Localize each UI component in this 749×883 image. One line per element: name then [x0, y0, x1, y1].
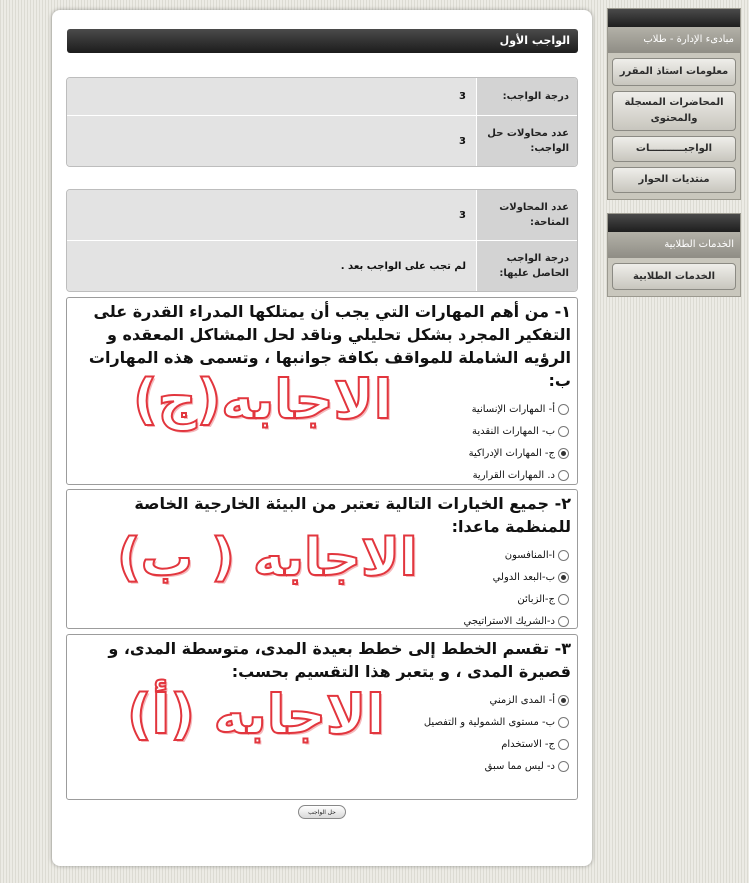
assignment-panel — [52, 10, 592, 866]
radio-icon[interactable] — [558, 739, 569, 750]
sidebar-item-lectures[interactable]: المحاضرات المسجلة والمحتوى — [612, 91, 736, 131]
table-row — [67, 78, 577, 116]
options-list — [67, 398, 577, 486]
info-value: 3 — [67, 116, 476, 166]
option-label: ب-البعد الدولي — [492, 571, 555, 583]
option-label: ج- الاستخدام — [501, 738, 555, 750]
services-menu-header — [608, 214, 740, 232]
radio-icon[interactable] — [558, 426, 569, 437]
option-label: أ- المدى الزمني — [489, 694, 555, 706]
option-c[interactable] — [67, 733, 569, 755]
radio-icon[interactable] — [558, 550, 569, 561]
course-menu-title: مبادىء الإدارة - طلاب — [608, 27, 740, 53]
option-label: ب- المهارات النقدية — [472, 425, 555, 437]
sidebar-item-forums[interactable]: منتديات الحوار — [612, 167, 736, 193]
assignment-info-table — [66, 77, 578, 167]
question-3 — [66, 634, 578, 800]
option-d[interactable] — [67, 610, 569, 632]
page-title: الواجب الأول — [67, 29, 578, 53]
option-label: ج-الزبائن — [517, 593, 555, 605]
option-a[interactable] — [67, 398, 569, 420]
option-label: ج- المهارات الإدراكية — [468, 447, 555, 459]
option-label: أ- المهارات الإنسانية — [471, 403, 555, 415]
option-b[interactable] — [67, 566, 569, 588]
course-menu — [607, 8, 741, 200]
sidebar-item-student-services[interactable]: الخدمات الطلابية — [612, 263, 736, 290]
options-list — [67, 689, 577, 777]
option-label: د- ليس مما سبق — [484, 760, 555, 772]
options-list — [67, 544, 577, 632]
sidebar-item-instructor-info[interactable]: معلومات استاذ المقرر — [612, 58, 736, 86]
table-row — [67, 241, 577, 291]
submit-assignment-button[interactable]: حل الواجب — [298, 805, 346, 819]
radio-selected-icon[interactable] — [558, 448, 569, 459]
option-b[interactable] — [67, 420, 569, 442]
question-2 — [66, 489, 578, 629]
answer-stamp: الاجابه(ج) — [133, 368, 393, 431]
info-value: 3 — [67, 190, 476, 240]
option-label: ا-المنافسون — [504, 549, 555, 561]
option-a[interactable] — [67, 544, 569, 566]
radio-selected-icon[interactable] — [558, 695, 569, 706]
radio-icon[interactable] — [558, 761, 569, 772]
option-a[interactable] — [67, 689, 569, 711]
option-label: د-الشريك الاستراتيجي — [463, 615, 555, 627]
info-label: درجة الواجب: — [477, 78, 577, 115]
option-c[interactable] — [67, 442, 569, 464]
question-text: ٢- جميع الخيارات التالية تعتبر من البيئة الخارجية الخاصة للمنظمة ماعدا: — [134, 494, 571, 536]
radio-icon[interactable] — [558, 470, 569, 481]
table-row — [67, 190, 577, 241]
radio-selected-icon[interactable] — [558, 572, 569, 583]
info-label: درجة الواجب الحاصل عليها: — [477, 241, 577, 291]
option-label: د. المهارات القرارية — [472, 469, 555, 481]
option-c[interactable] — [67, 588, 569, 610]
services-menu-title: الخدمات الطلابية — [608, 232, 740, 258]
option-b[interactable] — [67, 711, 569, 733]
radio-icon[interactable] — [558, 717, 569, 728]
radio-icon[interactable] — [558, 404, 569, 415]
course-menu-header — [608, 9, 740, 27]
sidebar-item-assignments[interactable]: الواجبــــــــــات — [612, 136, 736, 162]
attempts-info-table — [66, 189, 578, 292]
option-d[interactable] — [67, 755, 569, 777]
services-menu — [607, 213, 741, 297]
question-1 — [66, 297, 578, 485]
option-d[interactable] — [67, 464, 569, 486]
info-label: عدد المحاولات المتاحة: — [477, 190, 577, 240]
radio-icon[interactable] — [558, 594, 569, 605]
question-text: ٣- تقسم الخطط إلى خطط بعيدة المدى، متوسطة المدى، و قصيرة المدى ، و يتعبر هذا التقسيم بحسب: — [108, 639, 571, 681]
table-row — [67, 116, 577, 166]
answer-stamp: الاجابه ( ب) — [117, 528, 418, 588]
answer-stamp: الاجابه (أ) — [127, 683, 385, 746]
radio-icon[interactable] — [558, 616, 569, 627]
option-label: ب- مستوى الشمولية و التفصيل — [423, 716, 555, 728]
question-text: ١- من أهم المهارات التي يجب أن يمتلكها المدراء القدرة على التفكير المجرد بشكل تحليلي وناقد لحل المشاكل المعقده و الرؤيه الشاملة للمواقف بكافة جوانبها ، وتسمى هذه المهارات ب: — [88, 302, 571, 390]
info-label: عدد محاولات حل الواجب: — [477, 116, 577, 166]
info-value: لم تجب على الواجب بعد . — [67, 241, 476, 291]
info-value: 3 — [67, 78, 476, 115]
